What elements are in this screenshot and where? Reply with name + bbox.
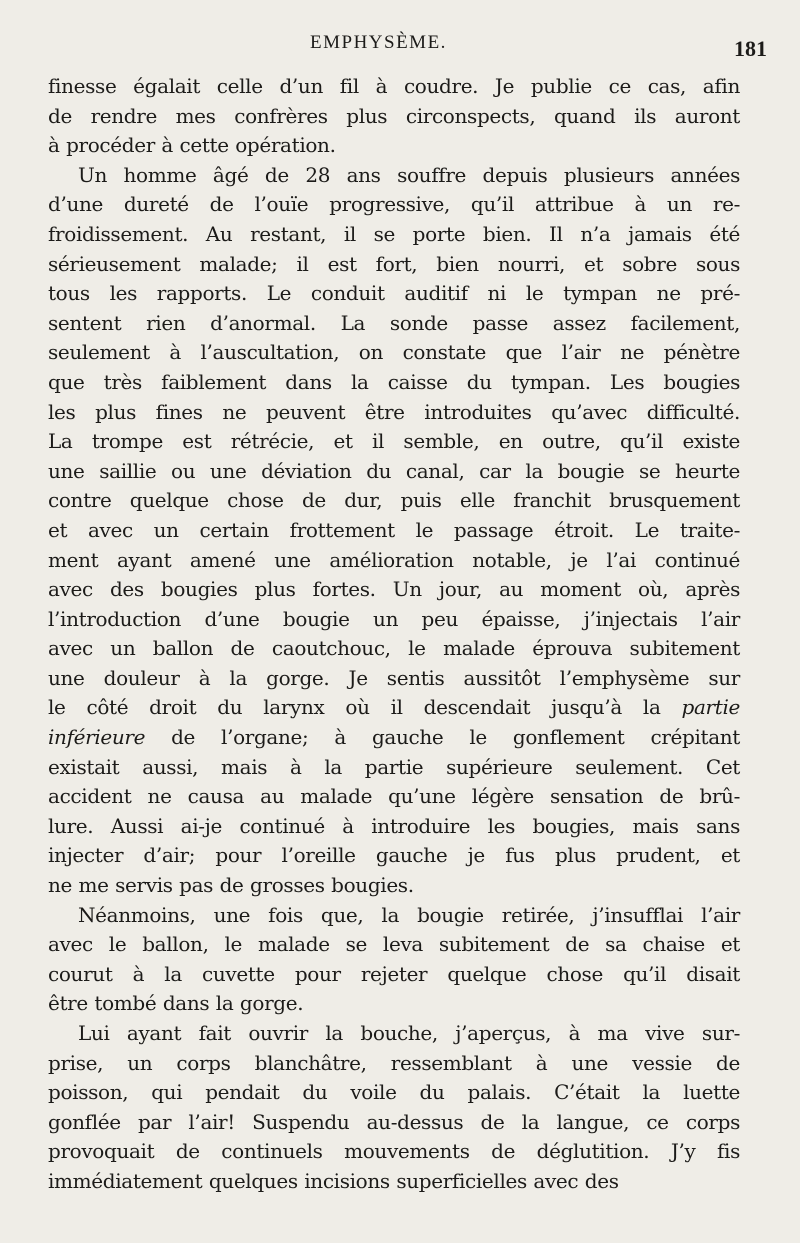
text-line: à procéder à cette opération. — [48, 133, 336, 158]
text-line: de rendre mes confrères plus circonspects, quand ils auront — [48, 103, 740, 128]
paragraph — [48, 901, 740, 1019]
text-line: immédiatement quelques incisions superficielles avec des — [48, 1168, 619, 1193]
text-line: lure. Aussi ai-je continué à introduire les bougies, mais sans — [48, 813, 740, 838]
text-line: l’introduction d’une bougie un peu épaisse, j’injectais l’air — [48, 606, 740, 631]
text-line: courut à la cuvette pour rejeter quelque chose qu’il disait — [48, 961, 740, 986]
text-line: être tombé dans la gorge. — [48, 991, 304, 1016]
paragraph — [48, 161, 740, 901]
text-line: injecter d’air; pour l’oreille gauche je fus plus prudent, et — [48, 843, 740, 868]
text-line: et avec un certain frottement le passage étroit. Le traite- — [48, 517, 740, 542]
paragraph — [48, 1019, 740, 1197]
text-line: le côté droit du larynx où il descendait jusqu’à la partie — [48, 695, 740, 720]
text-line: Un homme âgé de 28 ans souffre depuis plusieurs années — [78, 162, 740, 187]
text-line: ment ayant amené une amélioration notable, je l’ai continué — [48, 547, 740, 572]
text-line: finesse égalait celle d’un fil à coudre. Je publie ce cas, afin — [48, 74, 740, 98]
text-line: seulement à l’auscultation, on constate que l’air ne pénètre — [48, 340, 740, 365]
paragraph — [48, 72, 740, 161]
text-line: sérieusement malade; il est fort, bien nourri, et sobre sous — [48, 251, 740, 276]
text-line: une douleur à la gorge. Je sentis aussitôt l’emphysème sur — [48, 665, 740, 690]
body-text — [48, 72, 740, 1197]
text-line: tous les rapports. Le conduit auditif ni le tympan ne pré- — [48, 281, 740, 306]
text-line: Néanmoins, une fois que, la bougie retirée, j’insufflai l’air — [78, 902, 740, 927]
text-line: avec le ballon, le malade se leva subitement de sa chaise et — [48, 932, 740, 957]
text-line: les plus fines ne peuvent être introduites qu’avec difficulté. — [48, 399, 740, 424]
text-line: existait aussi, mais à la partie supérieure seulement. Cet — [48, 754, 740, 779]
text-line: ne me servis pas de grosses bougies. — [48, 873, 414, 898]
text-line: que très faiblement dans la caisse du tympan. Les bougies — [48, 369, 740, 394]
running-title: EMPHYSÈME. — [310, 32, 447, 53]
text-line: sentent rien d’anormal. La sonde passe assez facilement, — [48, 310, 740, 335]
text-line: une saillie ou une déviation du canal, car la bougie se heurte — [48, 458, 740, 483]
text-line: contre quelque chose de dur, puis elle franchit brusquement — [48, 488, 740, 513]
text-line: froidissement. Au restant, il se porte bien. Il n’a jamais été — [48, 221, 740, 246]
text-line: provoquait de continuels mouvements de déglutition. J’y fis — [48, 1139, 740, 1164]
text-line: d’une dureté de l’ouïe progressive, qu’il attribue à un re- — [48, 192, 740, 217]
text-line: accident ne causa au malade qu’une légère sensation de brû- — [48, 784, 740, 809]
page-header — [0, 32, 800, 62]
text-line: inférieure de l’organe; à gauche le gonflement crépitant — [48, 725, 740, 750]
page-number: 181 — [734, 36, 767, 61]
text-line: Lui ayant fait ouvrir la bouche, j’aperçus, à ma vive sur- — [78, 1021, 740, 1045]
text-line: La trompe est rétrécie, et il semble, en outre, qu’il existe — [48, 429, 740, 454]
text-line: avec des bougies plus fortes. Un jour, au moment où, après — [48, 577, 740, 602]
text-line: poisson, qui pendait du voile du palais. C’était la luette — [48, 1080, 740, 1105]
text-line: gonflée par l’air! Suspendu au-dessus de la langue, ce corps — [48, 1109, 740, 1134]
text-line: prise, un corps blanchâtre, ressemblant à une vessie de — [48, 1050, 740, 1075]
text-line: avec un ballon de caoutchouc, le malade éprouva subitement — [48, 636, 740, 661]
